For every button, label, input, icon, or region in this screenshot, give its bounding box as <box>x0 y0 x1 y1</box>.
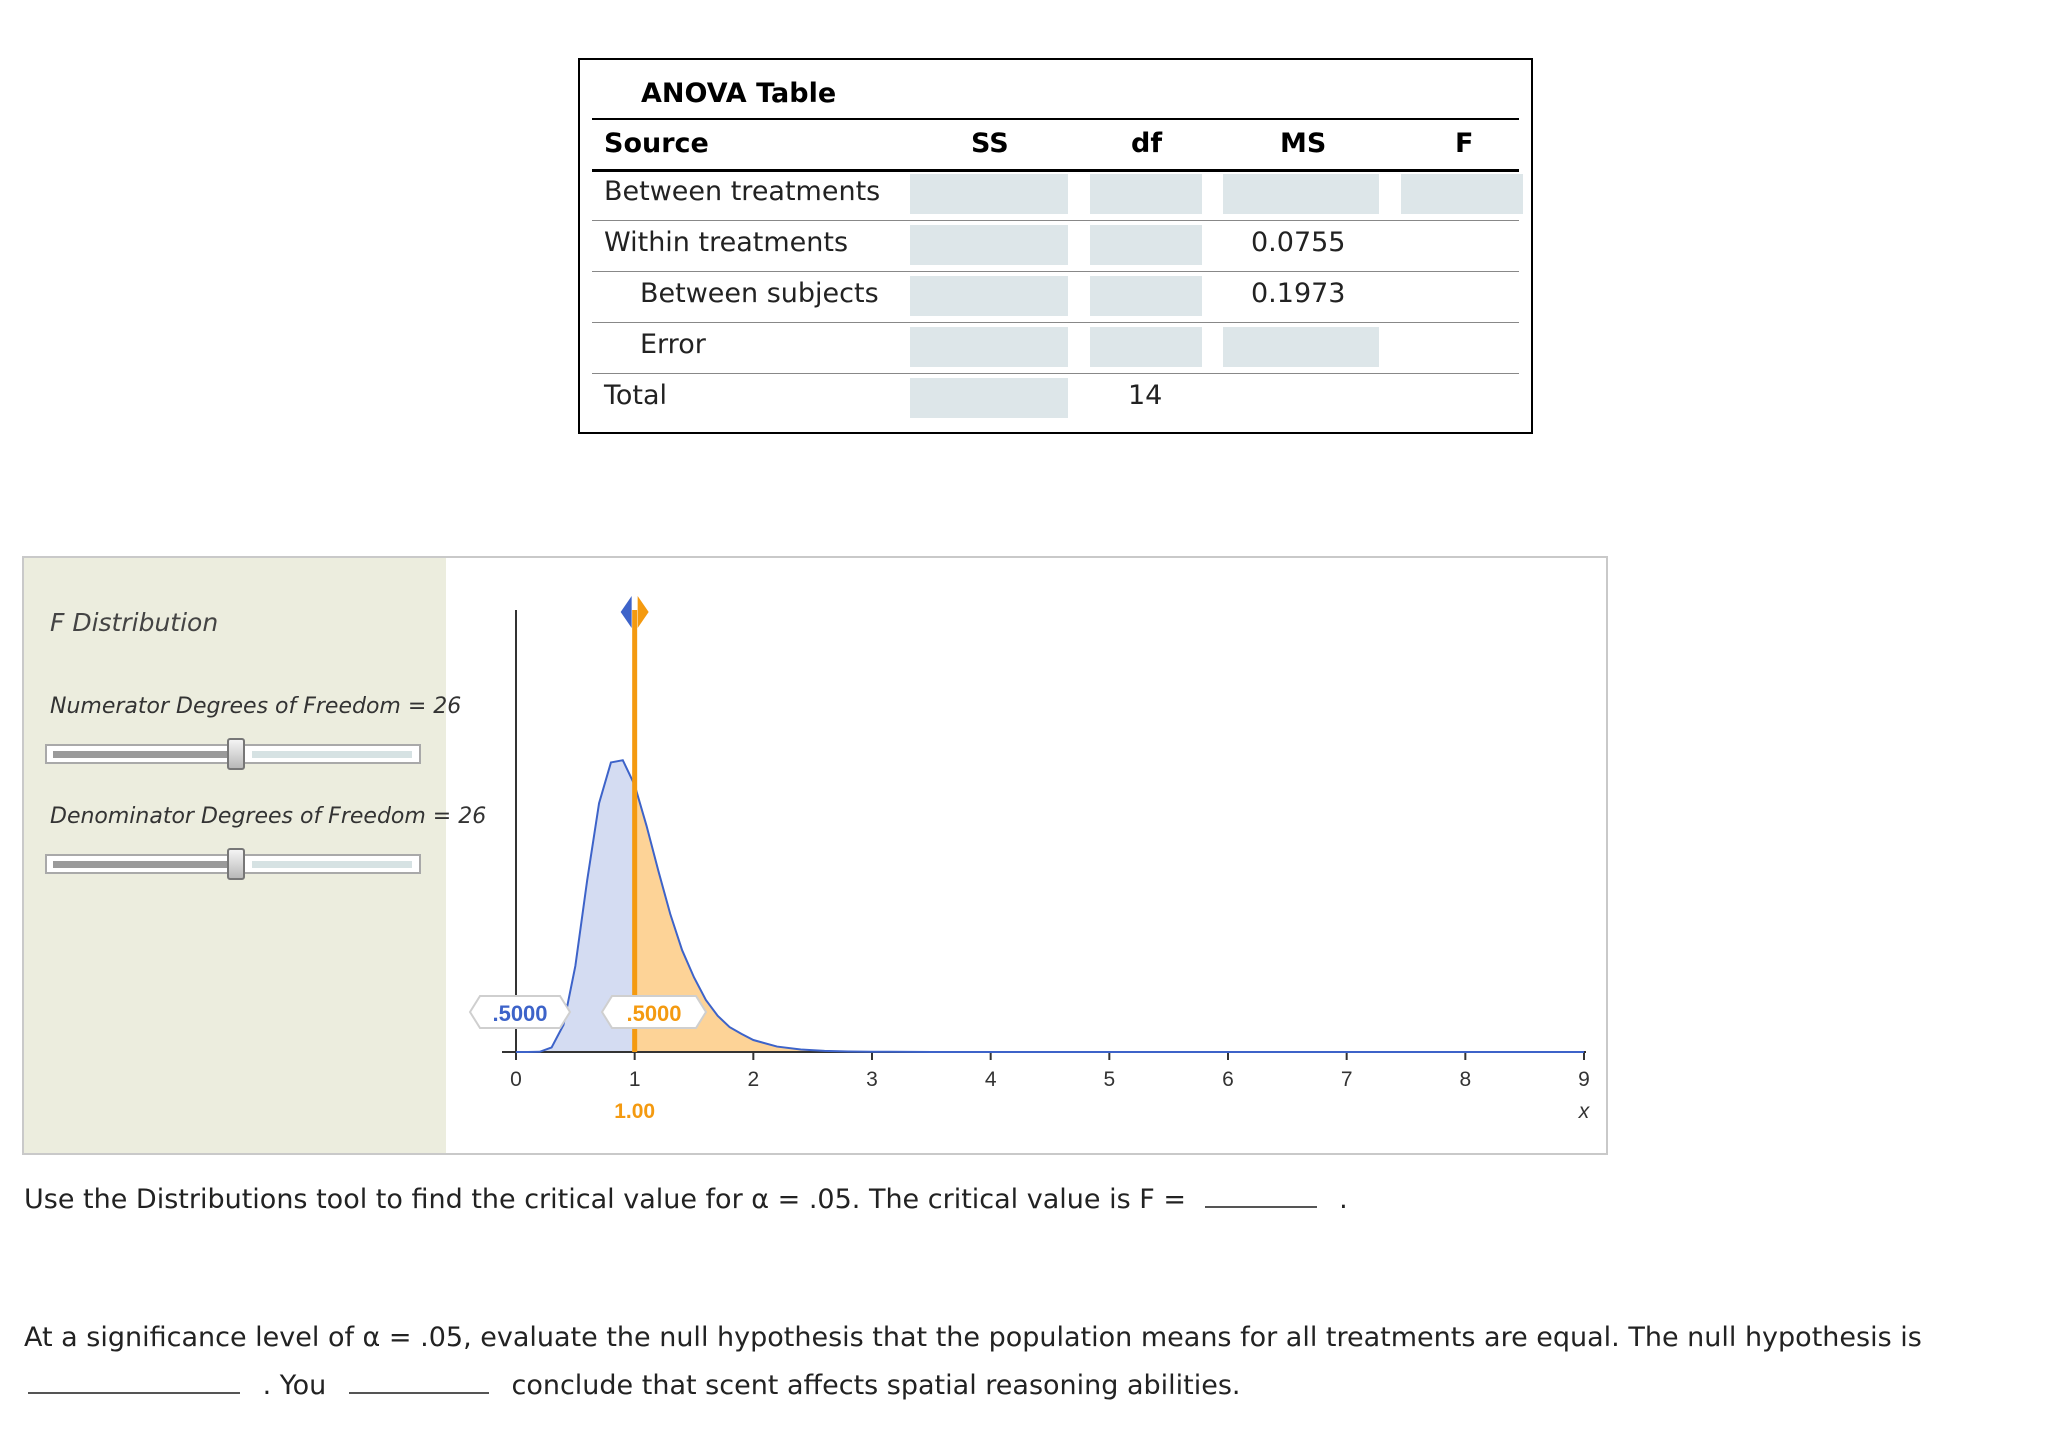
x-tick-label: 5 <box>1103 1068 1116 1091</box>
anova-table <box>578 58 1533 434</box>
x-axis-ticks <box>510 1052 1590 1091</box>
ss-between-treatments-input[interactable] <box>910 174 1068 214</box>
question-critical-value-text: Use the Distributions tool to find the critical value for α = .05. The critical value is F = <box>24 1184 1186 1215</box>
header-source: Source <box>604 128 709 159</box>
header-df: df <box>1131 128 1163 159</box>
x-tick-label: 1 <box>628 1068 641 1091</box>
header-ss: SS <box>971 128 1009 159</box>
null-hypothesis-decision-blank[interactable] <box>28 1366 240 1394</box>
slider-track <box>252 751 412 758</box>
numerator-df-slider[interactable] <box>45 744 421 764</box>
critical-value-blank[interactable] <box>1205 1180 1317 1208</box>
handle-right-arrow[interactable] <box>638 596 649 628</box>
df-total-value: 14 <box>1128 380 1163 411</box>
distributions-tool <box>22 556 1608 1155</box>
question-conclusion <box>28 1366 1241 1401</box>
x-tick-label: 6 <box>1222 1068 1234 1091</box>
left-area-value: .5000 <box>492 1001 548 1026</box>
df-between-subjects-input[interactable] <box>1090 276 1202 316</box>
ss-total-input[interactable] <box>910 378 1068 418</box>
denominator-df-label: Denominator Degrees of Freedom = 26 <box>50 804 487 829</box>
row-label-error: Error <box>640 329 706 360</box>
ss-error-input[interactable] <box>910 327 1068 367</box>
numerator-df-slider-thumb[interactable] <box>227 738 245 770</box>
row-label-within-treatments: Within treatments <box>604 227 849 258</box>
right-area-value: .5000 <box>626 1001 682 1026</box>
ss-within-treatments-input[interactable] <box>910 225 1068 265</box>
x-tick-label: 9 <box>1578 1068 1590 1091</box>
f-distribution-plot <box>446 558 1606 1153</box>
ms-within-treatments-value: 0.0755 <box>1251 227 1346 258</box>
df-within-treatments-input[interactable] <box>1090 225 1202 265</box>
x-axis-label: x <box>1578 1100 1590 1123</box>
table-rule <box>592 169 1519 172</box>
slider-track <box>252 861 412 868</box>
f-between-treatments-input[interactable] <box>1401 174 1523 214</box>
row-divider <box>592 271 1519 272</box>
distribution-title: F Distribution <box>50 608 219 637</box>
ms-error-input[interactable] <box>1223 327 1379 367</box>
df-between-treatments-input[interactable] <box>1090 174 1202 214</box>
question-critical-value <box>24 1180 1348 1215</box>
control-panel <box>24 558 487 1153</box>
numerator-df-label: Numerator Degrees of Freedom = 26 <box>50 694 462 719</box>
row-divider <box>592 220 1519 221</box>
row-divider <box>592 322 1519 323</box>
table-rule <box>592 118 1519 120</box>
handle-left-arrow[interactable] <box>621 596 632 628</box>
denominator-df-slider[interactable] <box>45 854 421 874</box>
ss-between-subjects-input[interactable] <box>910 276 1068 316</box>
question-null-hypothesis: At a significance level of α = .05, evaluate the null hypothesis that the population means for all treatments are equal. The null hypothesis is <box>24 1322 1922 1353</box>
right-area-badge <box>602 996 706 1028</box>
ms-between-treatments-input[interactable] <box>1223 174 1379 214</box>
right-tail-area <box>635 785 1584 1052</box>
left-area-badge <box>470 996 570 1028</box>
row-divider <box>592 373 1519 374</box>
header-ms: MS <box>1280 128 1327 159</box>
row-label-between-treatments: Between treatments <box>604 176 881 207</box>
header-f: F <box>1455 128 1474 159</box>
denominator-df-slider-thumb[interactable] <box>227 848 245 880</box>
x-tick-label: 3 <box>866 1068 878 1091</box>
x-tick-label: 0 <box>510 1068 522 1091</box>
row-label-total: Total <box>604 380 668 411</box>
ms-between-subjects-value: 0.1973 <box>1251 278 1346 309</box>
anova-table-title: ANOVA Table <box>641 78 837 109</box>
question-critical-value-end: . <box>1339 1184 1348 1215</box>
slider-fill <box>53 861 236 868</box>
marker-value-label: 1.00 <box>614 1100 656 1123</box>
row-label-between-subjects: Between subjects <box>640 278 879 309</box>
x-tick-label: 4 <box>984 1068 997 1091</box>
x-tick-label: 8 <box>1459 1068 1472 1091</box>
slider-fill <box>53 751 236 758</box>
x-tick-label: 7 <box>1340 1068 1353 1091</box>
df-error-input[interactable] <box>1090 327 1202 367</box>
question-conclusion-mid: . You <box>262 1370 327 1401</box>
conclusion-blank[interactable] <box>349 1366 489 1394</box>
question-conclusion-end: conclude that scent affects spatial reasoning abilities. <box>511 1370 1241 1401</box>
x-tick-label: 2 <box>747 1068 760 1091</box>
